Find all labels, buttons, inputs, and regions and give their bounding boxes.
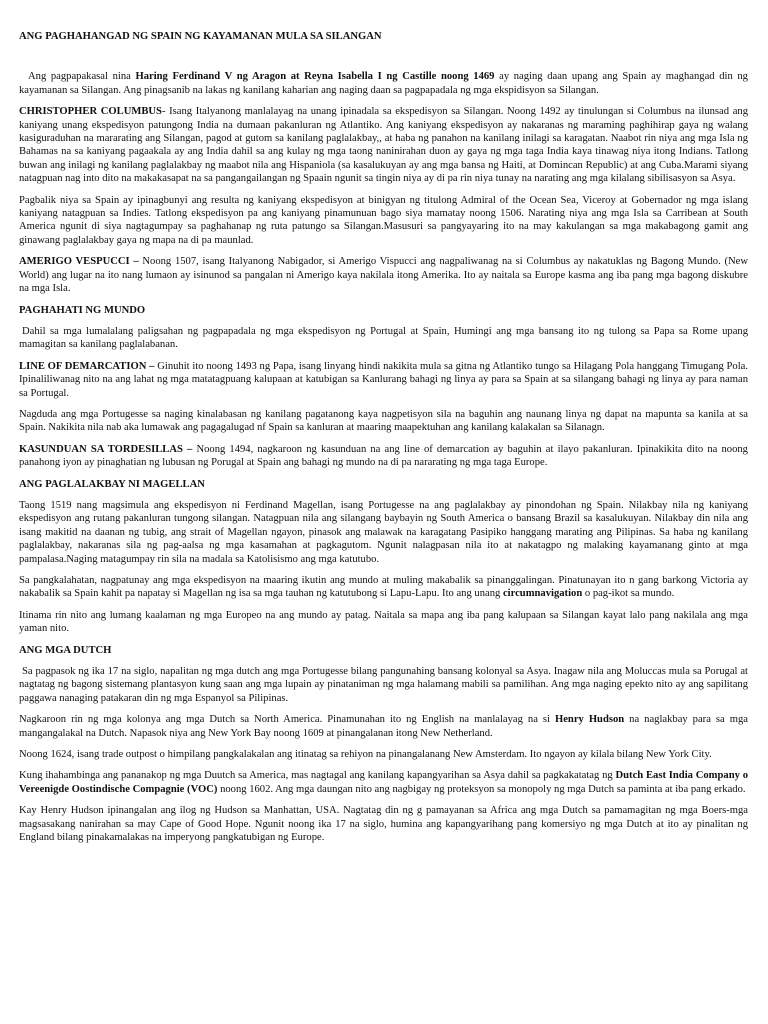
intro-text-a: Ang pagpapakasal nina — [28, 71, 136, 83]
magellan-p2-text-a: Sa pangkalahatan, nagpatunay ang mga ekspedisyon na maaring ikutin ang mundo at muling makabalik sa pinanggalingan. Pinatunayan ito n gang barkong Victoria ay nakabalik sa Spain kahit pa napatay si Magellan ng isa sa mga tauhan ng katutubong si Lapu-Lapu. Ito ang unang — [19, 575, 748, 600]
demarcation-label: LINE OF DEMARCATION – — [19, 360, 155, 372]
voc-company-name: Dutch East India Company o Vereenigde Oostindische Compagnie (VOC) — [19, 770, 748, 795]
dutch-p4-text-a: Kung ihahambinga ang pananakop ng mga Duutch sa America, mas nagtagal ang kanilang kapangyarihan sa Asya dahil sa pagkakatatag ng — [19, 770, 616, 782]
magellan-paragraph-1: Taong 1519 nang magsimula ang ekspedisyon ni Ferdinand Magellan, isang Portugesse na ang paglalakbay ay pinondohan ng Spain. Nilakbay nila ng kaniyang ekspedisyon ang rutang pakanluran tungong silangan. Natagpuan nila ang silangang baybayin ng South America o bansang Brazil sa kasalukuyan. Nilakbay din nila ang isang makitid na daanan ng tubig, ang strait of Magellan ngayon, pinasok ang malawak na karagatang Pasipiko hanggang marating ang Pilipinas. Sa haba ng kanilang paglalakbay, nakaranas sila ng pag-aalsa ng mga kasamahan at pagkagutom. Ngunit nalagpasan nila ito at nakatagpo ng malaking kayamanang ginto at mga pampalasa.Naging matagumpay rin sila na madala sa Katolisismo ang mga katutubo. — [19, 499, 748, 565]
dutch-p2-text-c: na naglakbay para sa mga mangangalakal na Dutch. Napasok niya ang New York Bay noong 1609 at pinangalanan itong New Netherland. — [19, 714, 748, 739]
paghahati-paragraph: Dahil sa mga lumalalang paligsahan ng pagpapadala ng mga ekspedisyon ng Portugal at Spain, Humingi ang mga bansang ito ng tulong sa Papa sa Rome upang mamagitan sa kanilang paglalabanan. — [19, 325, 748, 351]
columbus-text: - Isang Italyanong manlalayag na unang ipinadala sa ekspedisyon sa Silangan. Noong 1492 ay tinulungan si Columbus na ilunsad ang kaniyang unang ekspedisyon patungong India na dumaan pakanluran ng Atlantiko. Ang kaniyang ekspedisyon ay nakaranas ng maraming paghihirap gaya ng walang kasiguraduhan na mararating ang Silangan, pagod at gutom sa kanilang paglalakbay,, at haba ng panahon na kanilang inilagi sa karagatan. Naabot rin niya ang mga Isla ng Bahamas na sa kaniyang pagaakala ay ang India dahil sa ang kulay ng mga taong naninirahan duon ay gaya ng mga taga India kaya tinawag niya itong Indians. Tatlong buwan ang inilagi ng kanilang paglalakbay ng maabot nila ang Hispaniola (sa kasalukuyan ay ang mga bansa ng Haiti, at Domincan Republic) at ang Cuba.Marami siyang natagpuan nag into dito na makakasapat na sa pangangailangan ng Spaain ngunit sa tingin niya ay di pa rin niya tunay na narating ang mga kilalang sibilisasyon sa Asya. — [19, 106, 748, 185]
tordesillas-text: Noong 1494, nagkaroon ng kasunduan na ang line of demarcation ay baguhin at ilayo pakanluran. Ipinakikita dito na noong panahong iyon ay pinaghatian ng lubusan ng Porugal at Spain ang bahagi ng mundo na di pa nararating ng mga taga Europe. — [19, 443, 748, 469]
dutch-paragraph-4 — [19, 769, 748, 796]
vespucci-text: Noong 1507, isang Italyanong Nabigador, si Amerigo Vispucci ang nagpaliwanag na si Columbus ay nakatuklas ng Bagong Mundo. (New World) ang lugar na ito nang lumaon ay isinunod sa pangalan ni Amerigo kaya nakilala itong Amerika. Ito ay naitala sa Europe kasma ang iba pang mga bagong diskubre na mga Isla. — [19, 256, 748, 295]
circumnavigation-term: circumnavigation — [502, 588, 583, 600]
dutch-p2-text-a: Nagkaroon rin ng mga kolonya ang mga Dutch sa North America. Pinamunahan ito ng English na manlalayag na si — [19, 714, 555, 726]
henry-hudson-name: Henry Hudson — [554, 714, 625, 726]
columbus-return-paragraph: Pagbalik niya sa Spain ay ipinagbunyi ang resulta ng kaniyang ekspedisyon at binigyan ng titulong Admiral of the Ocean Sea, Viceroy at Gobernador ng mga islang kaniyang natagpuan sa Indies. Tatlong ekspedisyon pa ang kaniyang pinamunuan bago siya mamatay noong 1506. Narating niya ang mga Isla sa Carribean at South America ngunit di siya nagtagumpay sa paghahanap ng ruta patungo sa Silangan.Masusuri sa pangyayaring ito na may kakulangan sa mga makabagong gamit ang ginawang paglalakbay gaya ng mapa na di pa maunlad. — [19, 194, 748, 246]
dutch-p4-text-c: noong 1602. Ang mga daungan nito ang nagbigay ng proteksyon sa monopoly ng mga Dutch sa paminta at iba pang erkado. — [217, 783, 746, 795]
dutch-paragraph-1: Sa pagpasok ng ika 17 na siglo, napalitan ng mga dutch ang mga Portugesse bilang pangunahing bansang kolonyal sa Asya. Inagaw nila ang Moluccas mula sa Porugal at nagtatag ng bagong sistemang plantasyon kung saan ang mga lupain ay pinataniman ng mga halamang mabili sa pamilihan. Ang mga naging epekto nito ay ang sapilitang paggawa nanaging patakaran din ng mga Espanyol sa Pilipinas. — [19, 666, 748, 704]
tordesillas-label: KASUNDUAN SA TORDESILLAS – — [19, 443, 193, 455]
magellan-paragraph-3: Itinama rin nito ang lumang kaalaman ng mga Europeo na ang mundo ay patag. Naitala sa mapa ang iba pang kalupaan sa Silangan kayat lalo pang nakilala ang mga yaman nito. — [19, 609, 748, 635]
dutch-heading: ANG MGA DUTCH — [19, 644, 112, 656]
intro-bold-text: Haring Ferdinand V ng Aragon at Reyna Isabella I ng Castille noong 1469 — [135, 71, 495, 83]
tordesillas-paragraph — [19, 443, 748, 470]
columbus-label: CHRISTOPHER COLUMBUS — [19, 106, 162, 118]
vespucci-label: AMERIGO VESPUCCI – — [19, 256, 139, 268]
vespucci-paragraph — [19, 255, 748, 295]
intro-paragraph — [19, 70, 748, 97]
columbus-paragraph — [19, 105, 748, 185]
dutch-paragraph-5: Kay Henry Hudson ipinangalan ang ilog ng Hudson sa Manhattan, USA. Nagtatag din ng g pamayanan sa Africa ang mga Dutch sa pamamagitan ng mga Boers-mga magsasakang nanirahan sa may Cape of Good Hope. Ngunit noong ika 17 na siglo, humina ang kapangyarihang pang komersiyo ng mga Dutch at ito ay pinalitan ng England bilang pinakamalakas na imperyong pangkatubigan ng Europe. — [19, 805, 748, 844]
demarcation-followup-paragraph: Nagduda ang mga Portugesse sa naging kinalabasan ng kanilang pagatanong kaya nagpetisyon sila na baguhin ang naunang linya ng dapat na mapunta sa kanila at sa Spain. Nakikita nila nab aka lumawak ang pagagalugad nf Spain sa kanluran at maaring maapektuhan ang kanilang kalakalan sa Silanagn. — [19, 408, 748, 434]
magellan-p2-text-c: o pag-ikot sa mundo. — [582, 588, 675, 600]
paghahati-heading: PAGHAHATI NG MUNDO — [19, 304, 146, 316]
document-title: ANG PAGHAHANGAD NG SPAIN NG KAYAMANAN MULA SA SILANGAN — [19, 31, 382, 42]
dutch-paragraph-3: Noong 1624, isang trade outpost o himpilang pangkalakalan ang itinatag sa rehiyon na pinangalanang New Amsterdam. Ito ngayon ay kilala bilang New York City. — [19, 749, 712, 761]
intro-text-c: ay naging daan upang ang Spain ay maghangad din ng kayamanan sa Silangan. Ang pinagsanib na lakas ng kanilang kaharian ang naging daan sa pagpapadala ng mga ekspidisyon sa Silangan. — [19, 71, 748, 96]
magellan-heading: ANG PAGLALAKBAY NI MAGELLAN — [19, 478, 205, 490]
dutch-paragraph-2 — [19, 713, 748, 740]
demarcation-text: Ginuhit ito noong 1493 ng Papa, isang linyang hindi nakikita mula sa gitna ng Atlantiko tungo sa Hilagang Pola hanggang Timugang Pola. Ipinaliliwanag nito na ang lahat ng mga matatagpuang kalupaan at katubigan sa Kanlurang bahagi ng linya ay para sa Spain at sa silangang bahagi ng linya ay para naman sa Portugal. — [19, 360, 748, 399]
magellan-paragraph-2 — [19, 574, 748, 601]
demarcation-paragraph — [19, 360, 748, 400]
